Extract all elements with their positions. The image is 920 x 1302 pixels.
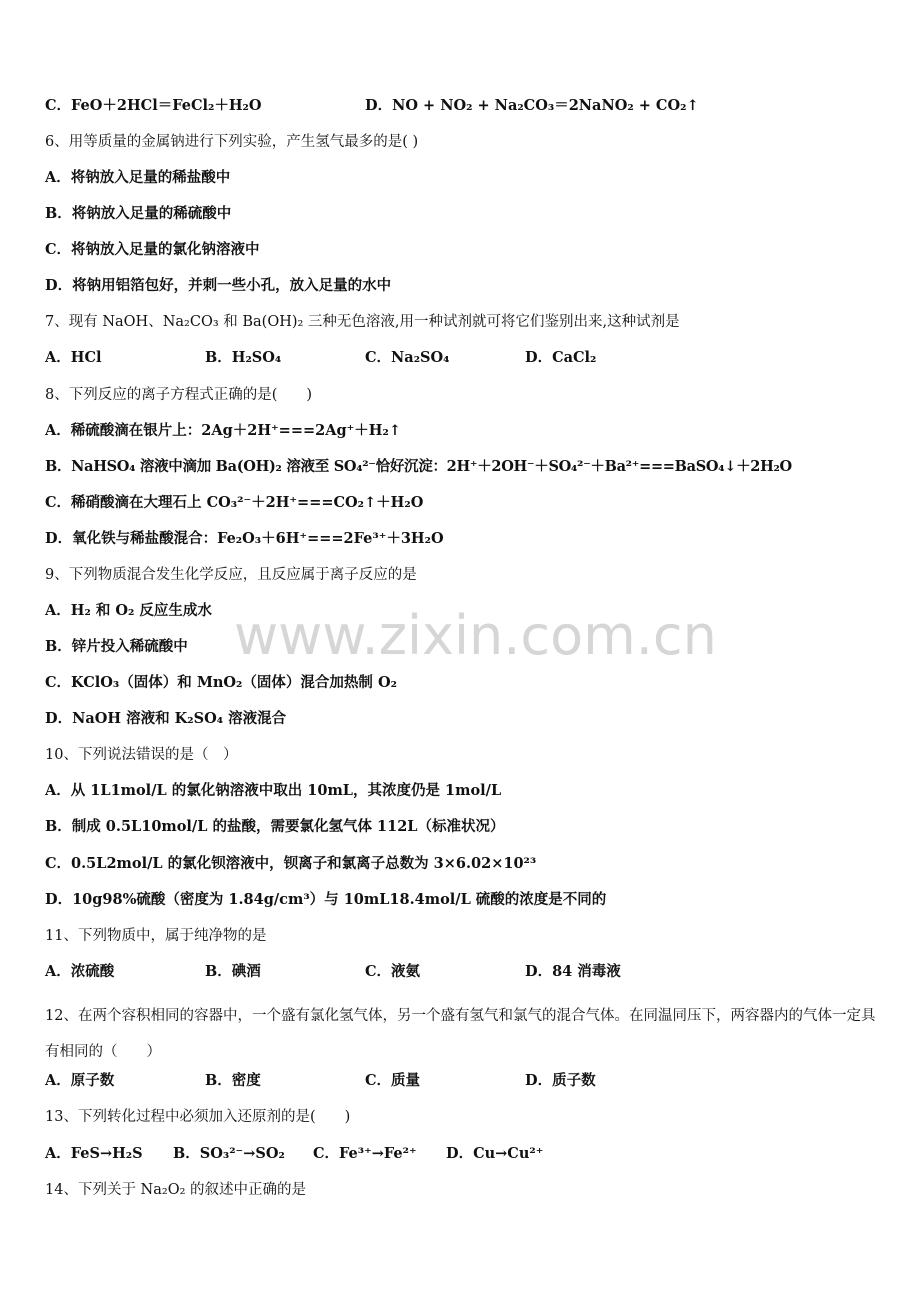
watermark: www.zixin.com.cn <box>234 604 717 667</box>
q6-option-d: D．将钠用铝箔包好，并刺一些小孔，放入足量的水中 <box>45 277 392 294</box>
q8-option-b: B．NaHSO₄ 溶液中滴加 Ba(OH)₂ 溶液至 SO₄²⁻恰好沉淀：2H⁺＋2OH⁻＋SO₄²⁻＋Ba²⁺===BaSO₄↓＋2H₂O <box>45 458 792 475</box>
q11-stem: 11、下列物质中，属于纯净物的是 <box>45 928 267 944</box>
q13-option-a: A．FeS→H₂S <box>45 1145 143 1162</box>
q13-option-d: D．Cu→Cu²⁺ <box>446 1145 544 1162</box>
q10-option-c: C．0.5L2mol/L 的氯化钡溶液中，钡离子和氯离子总数为 3×6.02×10²³ <box>45 855 537 872</box>
q8-option-a: A．稀硫酸滴在银片上：2Ag＋2H⁺===2Ag⁺＋H₂↑ <box>45 422 401 439</box>
q10-option-b: B．制成 0.5L10mol/L 的盐酸，需要氯化氢气体 112L（标准状况） <box>45 818 505 835</box>
q7-option-b: B．H₂SO₄ <box>205 349 282 366</box>
q12-option-d: D．质子数 <box>525 1072 596 1089</box>
q5-option-c: C．FeO＋2HCl＝FeCl₂＋H₂O <box>45 97 262 114</box>
q6-option-a: A．将钠放入足量的稀盐酸中 <box>45 169 231 186</box>
q10-option-a: A．从 1L1mol/L 的氯化钠溶液中取出 10mL，其浓度仍是 1mol/L <box>45 782 502 799</box>
q5-option-d: D．NO + NO₂ + Na₂CO₃＝2NaNO₂ + CO₂↑ <box>365 97 699 114</box>
q9-stem: 9、下列物质混合发生化学反应，且反应属于离子反应的是 <box>45 567 417 583</box>
q9-option-c: C．KClO₃（固体）和 MnO₂（固体）混合加热制 O₂ <box>45 674 397 691</box>
q12-stem: 12、在两个容积相同的容器中，一个盛有氯化氢气体，另一个盛有氢气和氯气的混合气体。在同温同压下，两容器内的气体一定具有相同的（ ） <box>45 1008 876 1060</box>
q10-option-d: D．10g98%硫酸（密度为 1.84g/cm³）与 10mL18.4mol/L 硫酸的浓度是不同的 <box>45 891 607 908</box>
q10-stem: 10、下列说法错误的是（ ） <box>45 747 238 763</box>
q12-option-a: A．原子数 <box>45 1072 115 1089</box>
q7-option-c: C．Na₂SO₄ <box>365 349 450 366</box>
q12-option-c: C．质量 <box>365 1072 421 1089</box>
q8-option-d: D．氧化铁与稀盐酸混合：Fe₂O₃＋6H⁺===2Fe³⁺＋3H₂O <box>45 530 444 547</box>
q7-options-row <box>45 348 876 368</box>
q7-option-a: A．HCl <box>45 349 102 366</box>
q13-stem: 13、下列转化过程中必须加入还原剂的是( ) <box>45 1109 351 1125</box>
q11-option-c: C．液氨 <box>365 963 421 980</box>
q13-option-b: B．SO₃²⁻→SO₂ <box>173 1145 285 1162</box>
q13-option-c: C．Fe³⁺→Fe²⁺ <box>313 1145 417 1162</box>
q7-stem: 7、现有 NaOH、Na₂CO₃ 和 Ba(OH)₂ 三种无色溶液,用一种试剂就可将它们鉴别出来,这种试剂是 <box>45 314 680 330</box>
q14-stem: 14、下列关于 Na₂O₂ 的叙述中正确的是 <box>45 1182 307 1198</box>
q9-option-b: B．锌片投入稀硫酸中 <box>45 638 188 655</box>
q9-option-d: D．NaOH 溶液和 K₂SO₄ 溶液混合 <box>45 710 287 727</box>
q8-option-c: C．稀硝酸滴在大理石上 CO₃²⁻＋2H⁺===CO₂↑＋H₂O <box>45 494 424 511</box>
q11-option-a: A．浓硫酸 <box>45 963 115 980</box>
q8-stem: 8、下列反应的离子方程式正确的是( ) <box>45 387 313 403</box>
q6-option-b: B．将钠放入足量的稀硫酸中 <box>45 205 232 222</box>
q13-options-row <box>45 1144 876 1164</box>
q6-stem: 6、用等质量的金属钠进行下列实验，产生氢气最多的是( ) <box>45 134 419 150</box>
q9-option-a: A．H₂ 和 O₂ 反应生成水 <box>45 602 212 619</box>
q11-options-row <box>45 962 876 982</box>
q7-option-d: D．CaCl₂ <box>525 349 597 366</box>
q6-option-c: C．将钠放入足量的氯化钠溶液中 <box>45 241 260 258</box>
q11-option-d: D．84 消毒液 <box>525 963 621 980</box>
q11-option-b: B．碘酒 <box>205 963 261 980</box>
q12-options-row <box>45 1071 876 1091</box>
q12-option-b: B．密度 <box>205 1072 261 1089</box>
q5-options-row <box>45 96 876 116</box>
